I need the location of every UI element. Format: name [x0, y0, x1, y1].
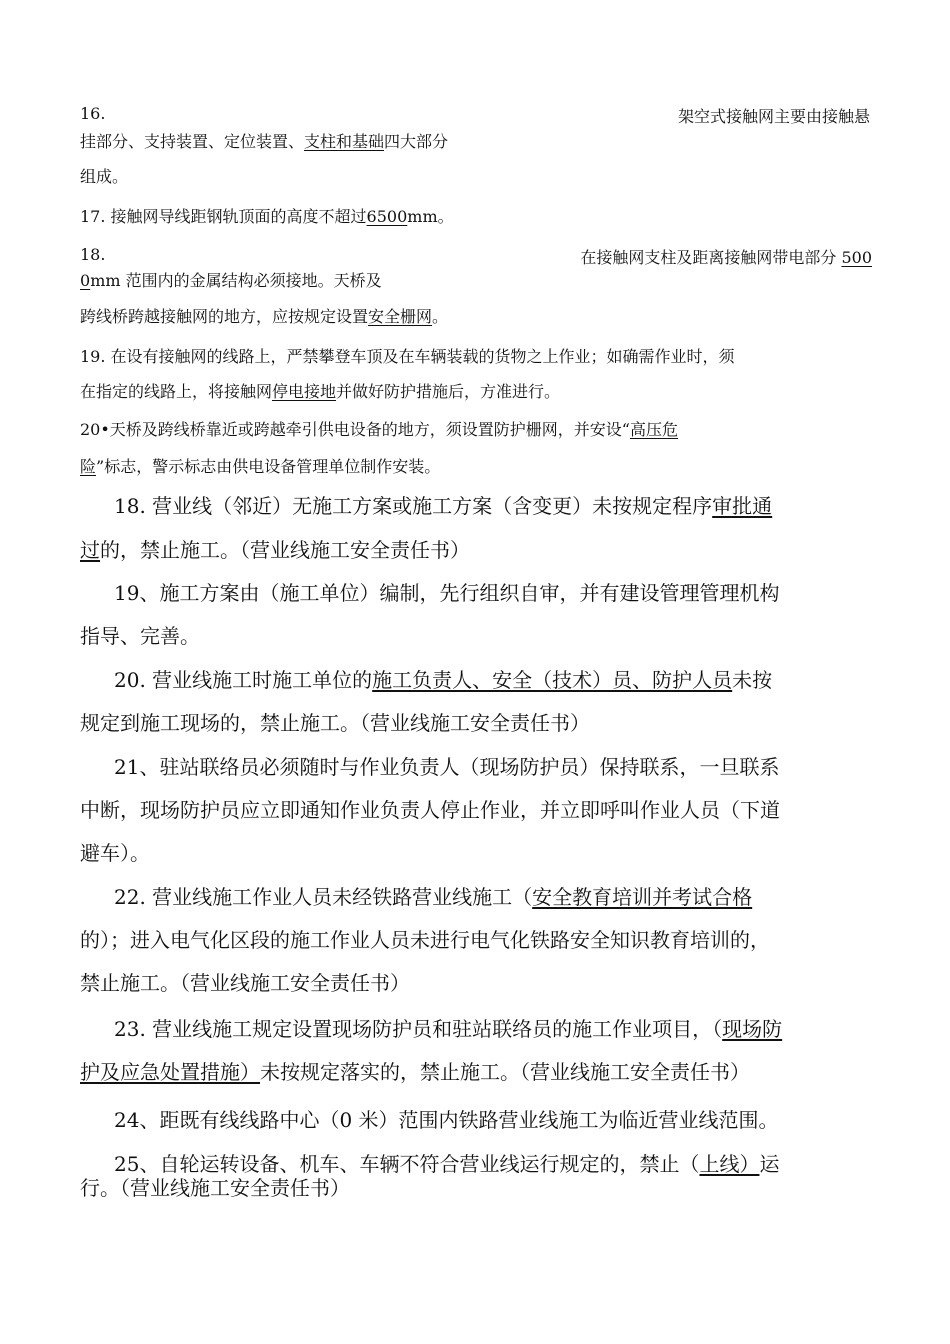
text-segment: 20•天桥及跨线桥靠近或跨越牵引供电设备的地方，须设置防护栅网，并安设“: [80, 420, 630, 439]
text-segment: 禁止施工。（营业线施工安全责任书）: [80, 971, 410, 995]
q18-line1: [114, 490, 772, 519]
underlined-answer: 高压危: [629, 420, 678, 439]
text-segment: 四大部分: [384, 132, 449, 151]
underlined-answer: 现场防: [722, 1017, 783, 1041]
underlined-answer: 护及应急处置措施）: [80, 1060, 260, 1084]
item-18-number-text: 18.: [80, 245, 106, 264]
q22-line3: [80, 967, 410, 996]
item-20-line1: [80, 417, 678, 440]
text-segment: ”标志，警示标志由供电设备管理单位制作安装。: [96, 457, 441, 476]
q20-line1: [114, 664, 772, 693]
text-segment: 未按规定落实的，禁止施工。（营业线施工安全责任书）: [260, 1060, 750, 1084]
item-16-number: [80, 104, 105, 123]
text-segment: 在接触网支柱及距离接触网带电部分: [580, 248, 837, 267]
underlined-answer: 6500: [366, 207, 408, 226]
text-segment: 并做好防护措施后，方准进行。: [336, 382, 561, 401]
text-segment: 运: [759, 1152, 780, 1176]
text-segment: 的，禁止施工。（营业线施工安全责任书）: [100, 538, 470, 562]
item-19-line1: [80, 344, 735, 367]
text-segment: 在指定的线路上，将接触网: [80, 382, 273, 401]
underlined-answer: 500: [841, 248, 872, 267]
item-18-line3: [80, 304, 448, 327]
item-16-right-text: 架空式接触网主要由接触悬: [677, 107, 870, 126]
text-segment: 跨线桥跨越接触网的地方，应按规定设置: [80, 307, 369, 326]
text-segment: 规定到施工现场的，禁止施工。（营业线施工安全责任书）: [80, 711, 590, 735]
text-segment: 18. 营业线（邻近）无施工方案或施工方案（含变更）未按规定程序: [114, 494, 713, 518]
text-segment: 20. 营业线施工时施工单位的: [114, 668, 373, 692]
q22-line1: [114, 881, 752, 910]
q20-line2: [80, 707, 590, 736]
underlined-answer: 停电接地: [272, 382, 337, 401]
item-19-line2: [80, 379, 560, 402]
underlined-answer: 过: [80, 538, 100, 562]
text-segment: 23. 营业线施工规定设置现场防护员和驻站联络员的施工作业项目，（: [114, 1017, 723, 1041]
q25-line2: [80, 1172, 350, 1201]
text-segment: 25、自轮运转设备、机车、车辆不符合营业线运行规定的，禁止（: [114, 1152, 700, 1176]
item-16-line3: [80, 164, 128, 187]
text-segment: 19、施工方案由（施工单位）编制，先行组织自审，并有建设管理管理机构: [114, 581, 780, 605]
text-segment: 。: [432, 307, 449, 326]
text-segment: 19. 在设有接触网的线路上，严禁攀登车顶及在车辆装载的货物之上作业；如确需作业时，须: [80, 347, 735, 366]
q19-line1: [114, 577, 779, 606]
underlined-answer: 审批通: [712, 494, 773, 518]
underlined-answer: 安全教育培训并考试合格: [532, 885, 753, 909]
q21-line2: [80, 794, 780, 823]
underlined-answer: 上线）: [699, 1152, 760, 1176]
text-segment: 22. 营业线施工作业人员未经铁路营业线施工（: [114, 885, 533, 909]
text-segment: 中断，现场防护员应立即通知作业负责人停止作业，并立即呼叫作业人员（下道: [80, 798, 780, 822]
text-segment: 挂部分、支持装置、定位装置、: [80, 132, 305, 151]
text-segment: 21、驻站联络员必须随时与作业负责人（现场防护员）保持联系，一旦联系: [114, 755, 780, 779]
item-18-line1-right: [580, 245, 872, 268]
text-segment: 17. 接触网导线距钢轨顶面的高度不超过: [80, 207, 367, 226]
text-segment: 指导、完善。: [80, 624, 200, 648]
text-segment: 24、距既有线线路中心（0 米）范围内铁路营业线施工为临近营业线范围。: [114, 1108, 779, 1132]
item-18-line2: [80, 268, 382, 291]
text-segment: mm。: [407, 207, 454, 226]
underlined-answer: 0: [80, 271, 91, 290]
item-16-number-text: 16.: [80, 104, 106, 123]
item-16-line1-right: [678, 104, 870, 127]
underlined-answer: 险: [80, 457, 97, 476]
q21-line3: [80, 837, 150, 866]
text-segment: mm 范围内的金属结构必须接地。天桥及: [90, 271, 382, 290]
text-segment: 组成。: [80, 167, 129, 186]
item-16-line2: [80, 129, 448, 152]
q23-line2: [80, 1056, 750, 1085]
underlined-answer: 安全栅网: [368, 307, 433, 326]
text-segment: 的）；进入电气化区段的施工作业人员未进行电气化铁路安全知识教育培训的，: [80, 928, 770, 952]
item-20-line2: [80, 454, 440, 477]
q23-line1: [114, 1013, 782, 1042]
q18-line2: [80, 534, 470, 563]
text-segment: 避车）。: [80, 841, 150, 865]
q21-line1: [114, 751, 779, 780]
q24-line1: [114, 1104, 779, 1133]
underlined-answer: 支柱和基础: [304, 132, 385, 151]
item-18-number: [80, 245, 105, 264]
item-17: [80, 204, 454, 227]
q22-line2: [80, 924, 770, 953]
underlined-answer: 施工负责人、安全（技术）员、防护人员: [372, 668, 733, 692]
text-segment: 未按: [732, 668, 773, 692]
q19-line2: [80, 620, 200, 649]
text-segment: 行。（营业线施工安全责任书）: [80, 1176, 350, 1200]
